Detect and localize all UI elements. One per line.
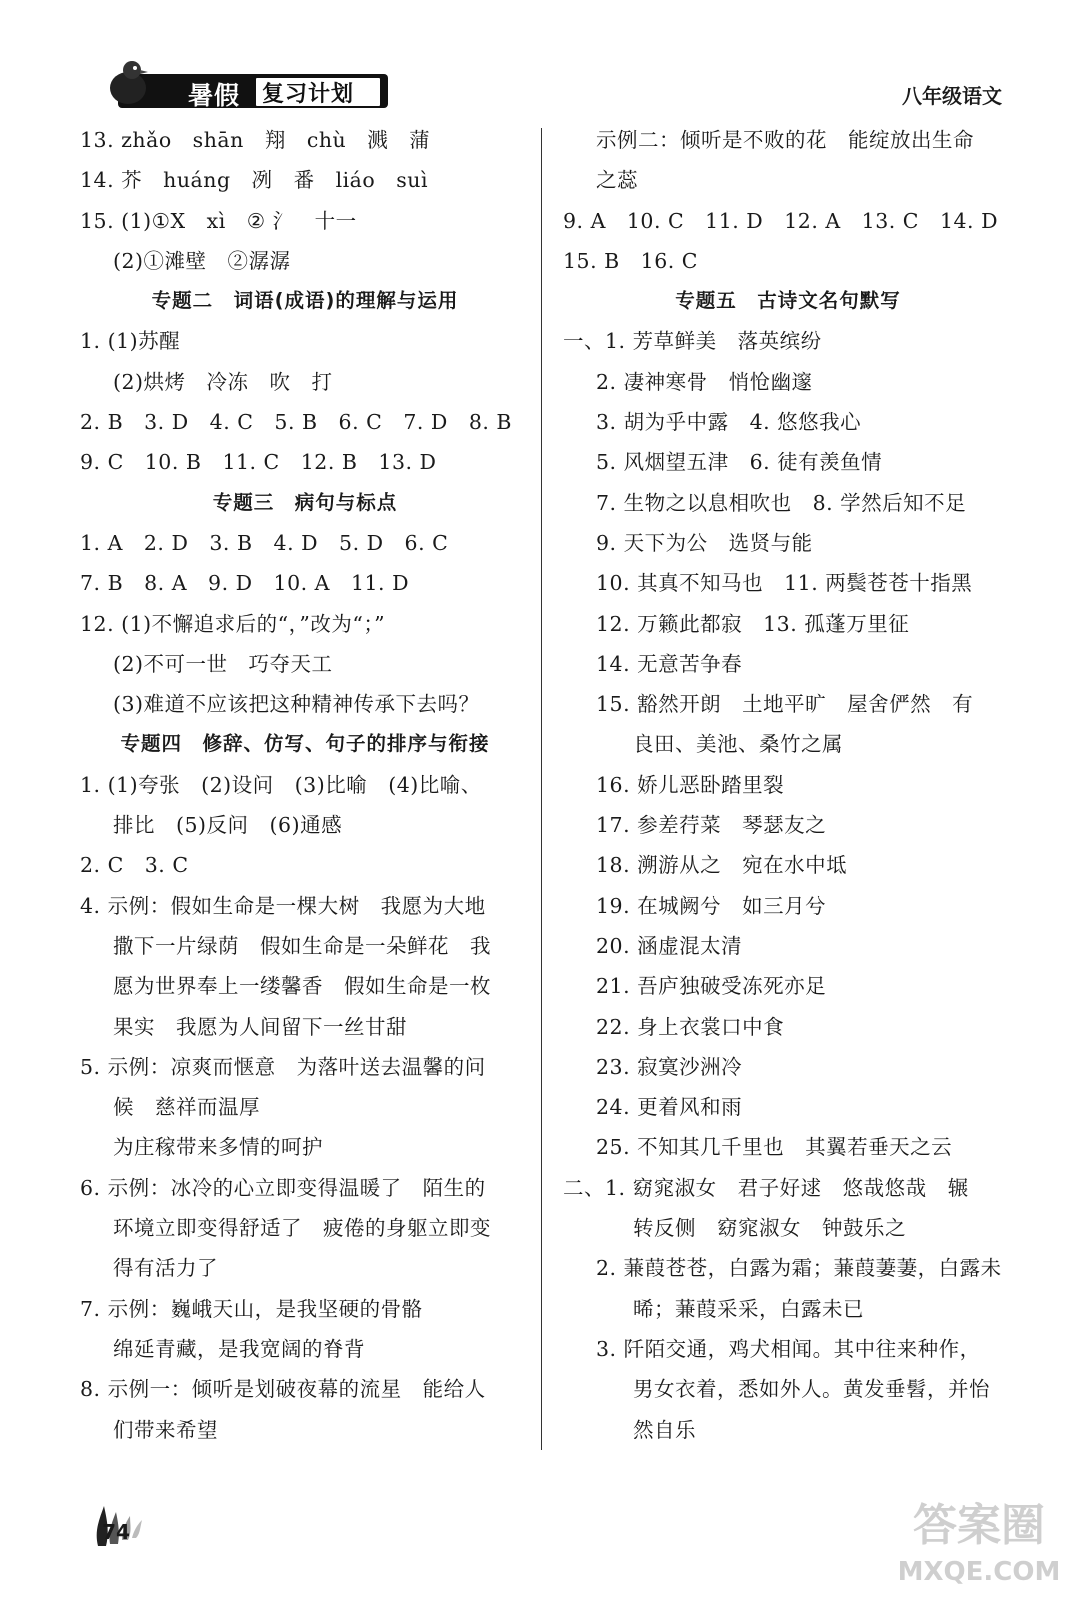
answer-line: 19. 在城阙兮 如三月兮: [596, 893, 827, 918]
answer-line: 2. C 3. C: [80, 853, 189, 878]
answer-line: 1. A 2. D 3. B 4. D 5. D 6. C: [80, 530, 449, 555]
answer-line: 3. 胡为乎中露 4. 悠悠我心: [596, 410, 862, 435]
answer-line: 5. 风烟望五津 6. 徒有羡鱼情: [596, 450, 883, 475]
answer-line: 为庄稼带来多情的呵护: [113, 1135, 323, 1160]
section-heading: 专题三 病句与标点: [212, 490, 398, 514]
answer-line: (2)烘烤 冷冻 吹 打: [113, 369, 333, 394]
answer-line: 1. (1)夸张 (2)设问 (3)比喻 (4)比喻、: [80, 772, 482, 797]
header-banner: [96, 58, 388, 112]
answer-line: 6. 示例：冰冷的心立即变得温暖了 陌生的: [80, 1175, 486, 1200]
watermark-text: 答案圈: [913, 1500, 1045, 1551]
grade-subject-label: 八年级语文: [902, 84, 1002, 108]
answer-line: 候 慈祥而温厚: [113, 1095, 260, 1120]
answer-line: 9. 天下为公 选贤与能: [596, 530, 813, 555]
section-heading: 专题五 古诗文名句默写: [675, 289, 901, 313]
answer-line: 10. 其真不知马也 11. 两鬓苍苍十指黑: [596, 571, 973, 596]
answer-line: 4. 示例：假如生命是一棵大树 我愿为大地: [80, 893, 486, 918]
answer-line: (2)①滩壁 ②潺潺: [113, 248, 291, 273]
answer-line: 1. (1)苏醒: [80, 329, 181, 354]
page-number: 74: [102, 1520, 130, 1544]
answer-line: 24. 更着风和雨: [596, 1095, 743, 1120]
answer-line: 果实 我愿为人间留下一丝甘甜: [113, 1014, 407, 1039]
answer-line: 绵延青藏，是我宽阔的脊背: [113, 1336, 365, 1361]
left-answer-column: [80, 120, 530, 1450]
answer-line: 12. 万籁此都寂 13. 孤蓬万里征: [596, 611, 910, 636]
answer-line: 愿为世界奉上一缕馨香 假如生命是一枚: [113, 974, 491, 999]
answer-line: 转反侧 窈窕淑女 钟鼓乐之: [633, 1216, 906, 1241]
answer-line: 示例二：倾听是不败的花 能绽放出生命: [596, 128, 974, 152]
answer-line: 16. 娇儿恶卧踏里裂: [596, 772, 785, 797]
answer-line: 2. 蒹葭苍苍，白露为霜；蒹葭萋萋，白露未: [596, 1256, 1002, 1281]
answer-line: 22. 身上衣裳口中食: [596, 1014, 785, 1039]
answer-line: 之蕊: [596, 168, 638, 193]
answer-line: 14. 芥 huáng 冽 番 liáo suì: [80, 168, 429, 193]
answer-line: 17. 参差荇菜 琴瑟友之: [596, 813, 827, 838]
answer-line: 12. (1)不懈追求后的“，”改为“；”: [80, 611, 386, 636]
answer-line: 21. 吾庐独破受冻死亦足: [596, 974, 827, 999]
answer-line: (2)不可一世 巧夺天工: [113, 651, 333, 676]
answer-line: 9. A 10. C 11. D 12. A 13. C 14. D: [563, 208, 999, 233]
answer-line: 7. 示例：巍峨天山，是我坚硬的骨骼: [80, 1296, 423, 1321]
answer-line: 得有活力了: [113, 1256, 218, 1281]
answer-line: (3)难道不应该把这种精神传承下去吗？: [113, 692, 480, 717]
answer-line: 良田、美池、桑竹之属: [633, 732, 843, 757]
answer-line: 一、1. 芳草鲜美 落英缤纷: [563, 329, 822, 354]
answer-line: 们带来希望: [113, 1417, 218, 1442]
section-heading: 专题二 词语(成语)的理解与运用: [151, 289, 459, 313]
answer-line: 8. 示例一：倾听是划破夜幕的流星 能给人: [80, 1377, 486, 1402]
answer-line: 7. 生物之以息相吹也 8. 学然后知不足: [596, 490, 967, 515]
section-heading: 专题四 修辞、仿写、句子的排序与衔接: [120, 732, 490, 756]
banner-title-plan: 复习计划: [262, 82, 355, 107]
answer-line: 晞；蒹葭采采，白露未已: [633, 1296, 864, 1321]
answer-line: 13. zhǎo shān 翔 chù 溅 蒲: [80, 128, 431, 152]
answer-line: 7. B 8. A 9. D 10. A 11. D: [80, 571, 410, 596]
watermark-logo: [894, 1488, 1064, 1588]
watermark-url: MXQE.COM: [897, 1557, 1061, 1587]
answer-line: 排比 (5)反问 (6)通感: [113, 813, 343, 838]
answer-line: 15. B 16. C: [563, 248, 698, 273]
answer-line: 二、1. 窈窕淑女 君子好逑 悠哉悠哉 辗: [563, 1175, 969, 1200]
column-divider: [541, 128, 542, 1450]
answer-line: 撒下一片绿荫 假如生命是一朵鲜花 我: [113, 933, 491, 958]
answer-line: 14. 无意苦争春: [596, 651, 743, 676]
answer-line: 3. 阡陌交通，鸡犬相闻。其中往来种作，: [596, 1336, 981, 1361]
answer-line: 23. 寂寞沙洲冷: [596, 1054, 743, 1079]
answer-line: 然自乐: [633, 1417, 696, 1442]
answer-line: 15. (1)①X xì ② 氵 十一: [80, 208, 357, 233]
right-answer-column: [563, 120, 1013, 1450]
answer-line: 20. 涵虚混太清: [596, 933, 743, 958]
bird-logo-icon: [106, 58, 150, 106]
answer-line: 15. 豁然开朗 土地平旷 屋舍俨然 有: [596, 692, 974, 717]
answer-line: 5. 示例：凉爽而惬意 为落叶送去温馨的问: [80, 1054, 486, 1079]
answer-line: 环境立即变得舒适了 疲倦的身躯立即变: [113, 1216, 491, 1241]
page-number-badge: [92, 1500, 142, 1548]
banner-title-summer: 暑假: [188, 81, 241, 110]
answer-line: 男女衣着，悉如外人。黄发垂髫，并怡: [633, 1377, 990, 1402]
answer-line: 18. 溯游从之 宛在水中坻: [596, 853, 848, 878]
answer-line: 9. C 10. B 11. C 12. B 13. D: [80, 450, 437, 475]
answer-line: 2. 凄神寒骨 悄怆幽邃: [596, 369, 813, 394]
answer-line: 25. 不知其几千里也 其翼若垂天之云: [596, 1135, 953, 1160]
answer-line: 2. B 3. D 4. C 5. B 6. C 7. D 8. B: [80, 410, 512, 435]
